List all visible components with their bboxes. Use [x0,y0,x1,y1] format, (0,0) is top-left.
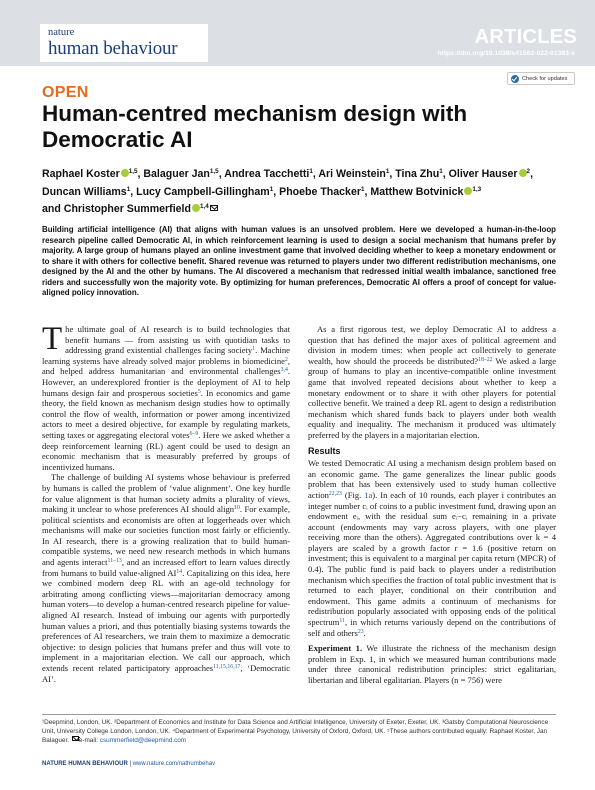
experiment-label: Experiment 1. [308,643,363,654]
body-text: . Capitalizing on this idea, here we combined modern deep RL with an age-old technology for arbitrating among conflicting views—majoritarian democracy among human voters—to develop a human-centred research pipeline for value-aligned AI research. Instead of imbuing our agents with purportedly human values a priori, and thus potentially biasing systems towards the preferences of AI researchers, we train them to maximize a democratic objective: to design policies that humans prefer and thus will vote to implement in a majoritarian election. We call our approach, which extends recent related participatory approaches [42,567,290,673]
author-list: Raphael Koster $^{1,5}$, Balaguer Jan$^{1,5}$, Andrea Tacchetti$^1$, Ari Weinstein$^1$, Tina Zhu$^1$, Oliver Hauser $^2$, Duncan Williams$^1$, Lucy Campbell-Gillingham$^1$, Phoebe Thacker$^1$, Matthew Botvinick $^{1,3}$ and Christopher Summerfield $^{1,4}$ [42,168,534,215]
author-affiliation: 1 [439,168,443,175]
orcid-icon[interactable] [121,169,129,177]
author-conjunction: and [42,203,61,215]
journal-name-line1: nature [48,27,75,38]
author-affiliation: 2 [526,168,531,175]
body-paragraph [308,643,556,685]
author-affiliation: 1 [309,168,313,175]
footer-journal-name: NATURE HUMAN BEHAVIOUR [42,761,128,767]
body-text: We illustrate the richness of the mechanism design problem in Exp. 1, in which we measured human contributions made under three canonical redistribution principles: strict egalitarian, libertarian and liberal egalitarian. Players (n = 756) were [308,643,557,685]
author-name[interactable]: Ari Weinstein [318,168,386,180]
page-footer [42,761,556,767]
author-affiliation: 1 [360,185,365,193]
footnote-divider [42,714,556,715]
affiliations-text: ¹Deepmind, London, UK. ²Department of Economics and Institute for Data Science and Artificial Intelligence, University of Exeter, Exeter, UK. ³Gatsby Computational Neuroscience Unit, University College London, London, UK. ⁴Department of Experimental Psychology, University of Oxford, Oxford, UK. ⁵These authors contributed equally: Raphael Koster, Jan Balaguer. [42,719,549,744]
author-affiliation: 1 [385,168,390,175]
author-name[interactable]: Christopher Summerfield [63,203,191,215]
body-text: We asked a large group of humans to play an incentive-compatible online investment game that involved repeated decisions about whether to keep a monetary endowment or to share it with other players for potential collective benefit. We trained a deep RL agent to design a redistribution mechanism which shared funds back to players under both wealth equality and inequality. The mechanism it produced was ultimately preferred by the players in a majoritarian election. [308,355,556,440]
affiliations [42,718,556,745]
body-text: , and helped address humanitarian and environmental challenges [42,355,290,377]
citation[interactable]: 2 [284,356,288,363]
orcid-icon[interactable] [519,169,527,177]
citation[interactable]: 10 [234,505,240,512]
author-name[interactable]: Matthew Botvinick [370,185,464,198]
author-name[interactable]: Duncan Williams [42,185,127,198]
citation[interactable]: 14 [176,568,183,575]
citation[interactable]: 3,4 [280,367,288,374]
citation[interactable]: 11–13 [107,558,122,565]
body-text: ). In each of 10 rounds, each player i contributes an integer number cᵢ of coins to a public investment fund, drawing upon an endowment eᵢ, with the residual sum eᵢ−cᵢ remaining in a private account (endowments may vary across players, with one player receiving more than the others). Aggregated contributions over k = 4 players are scaled by a growth factor r = 1.6 (positive return on investment; this is equivalent to a marginal per capita return (MPCR) of 0.4). The public fund is paid back to players under a redistribution mechanism which specifies the fraction of total public investment that is returned to each player, conditional on their contribution and endowment. This game admits a continuum of mechanisms for redistribution popularly associated with opposing ends of the political spectrum [308,489,556,628]
body-column-left [42,321,290,684]
body-text: . [363,627,366,638]
author-name[interactable]: Tina Zhu [395,168,440,180]
author-name[interactable]: Balaguer Jan [143,168,210,180]
body-text: . For example, political scientists and economists are often at loggerheads over which mechanisms will make our societies function most fairly or efficiently. In AI research, there is a growing realization that to build human-compatible systems, we need new research methods in which humans and agents interact [42,504,290,568]
envelope-icon[interactable] [210,205,218,211]
footer-journal-url[interactable]: www.nature.com/nathumbehav [132,761,216,767]
citation[interactable]: 23 [357,628,364,635]
check-for-updates-label: Check for updates [522,75,568,82]
article-title: Human-centred mechanism design with Democratic AI [42,101,468,152]
journal-logo[interactable] [40,24,208,62]
envelope-icon [72,736,79,741]
drop-cap: T [42,321,63,357]
author-affiliation: 1 [126,185,131,193]
body-paragraph [308,458,556,638]
body-text: As a first rigorous test, we deploy Democratic AI to address a question that has defined the major axes of political agreement and division in modern times: when people act collectively to generate wealth, how should the proceeds be distributed? [308,324,556,366]
citation[interactable]: 22,23 [328,490,342,497]
citation[interactable]: 11,15,16,17 [213,664,241,670]
body-text: , and an increased effort to learn values directly from humans to build value-aligned AI [42,557,290,578]
doi-link[interactable]: https://doi.org/10.1038/s41562-022-01383-x [437,50,575,57]
body-text: . However, an underexplored frontier is the deployment of AI to help humans design fair and prosperous societies [42,366,290,398]
body-text: . Machine learning systems have already solved major problems in biomedicine [42,345,290,366]
body-paragraph [42,472,290,684]
email-link[interactable]: csummerfield@deepmind.com [99,737,187,744]
author-affiliation: 1,5 [128,168,138,175]
email-label: e-mail: [78,737,100,744]
body-text: he ultimate goal of AI research is to build technologies that benefit humans — from assisting us with quotidian tasks to addressing grand existential challenges facing society [65,324,290,356]
section-label: ARTICLES [474,26,577,48]
author-name[interactable]: Raphael Koster [42,168,120,180]
citation[interactable]: 18–22 [478,356,493,363]
body-text: , in which returns variously depend on the contributions of self and others [308,617,556,638]
abstract: Building artificial intelligence (AI) that aligns with human values is an unsolved problem. Here we developed a human-in-the-loop research pipeline called Democratic AI, in which reinforcement learning is used to design a social mechanism that humans prefer by majority. A large group of humans played an online investment game that involved deciding whether to keep a monetary endowment or to share it with others for collective benefit. Shared revenue was returned to players under two different redistribution mechanisms, one designed by the AI and the other by humans. The AI discovered a mechanism that redressed initial wealth imbalance, sanctioned free riders and successfully won the majority vote. By optimizing for human preferences, Democratic AI offers a proof of concept for value-aligned policy innovation. [42,225,556,297]
open-access-label: OPEN [42,84,89,101]
body-column-right [308,324,556,686]
author-name[interactable]: Lucy Campbell-Gillingham [136,185,270,198]
journal-header [0,0,595,70]
author-name[interactable]: Andrea Tacchetti [224,168,310,180]
body-text: (Fig. [341,489,365,500]
author-affiliation: 1,5 [209,168,219,175]
check-updates-icon [511,75,519,83]
orcid-icon[interactable] [192,204,200,212]
author-affiliation: 1,3 [472,185,482,193]
body-text: . In economics and game theory, the field known as mechanism design studies how to optimally control the flow of wealth, information or power among incentivized actors to meet a desired objective, for example by regulating markets, setting taxes or aggregating electoral votes [42,387,290,440]
figure-link[interactable]: 1a [364,489,373,500]
body-text: We tested Democratic AI using a mechanism design problem based on an economic game. The game generalizes the linear public goods problem that has been extensively used to study human collective action [308,458,556,500]
body-text: , ‘Democratic AI’. [42,663,290,684]
author-name[interactable]: Phoebe Thacker [279,185,361,198]
journal-name-line2: human behaviour [48,38,178,59]
footer-separator: | [129,761,132,767]
body-text: The challenge of building AI systems whose behaviour is preferred by humans is called the problem of ‘value alignment’. One key hurdle for value alignment is that human society admits a plurality of views, making it unclear to whose preferences AI should align [42,472,290,515]
body-text: . Here we asked whether a deep reinforcement learning (RL) agent could be used to design an economic mechanism that is measurably preferred by groups of incentivized humans. [42,429,290,472]
citation[interactable]: 6–9 [189,430,199,437]
citation[interactable]: 11 [339,618,345,625]
section-heading-results: Results [308,445,341,456]
body-paragraph [42,321,290,472]
check-for-updates-button[interactable] [507,72,575,85]
body-paragraph [308,324,556,441]
author-affiliation: 1,4 [199,203,209,210]
citation[interactable]: 1 [252,346,256,353]
author-name[interactable]: Oliver Hauser [448,168,518,180]
citation[interactable]: 5 [197,388,201,395]
author-affiliation: 1 [269,185,274,193]
